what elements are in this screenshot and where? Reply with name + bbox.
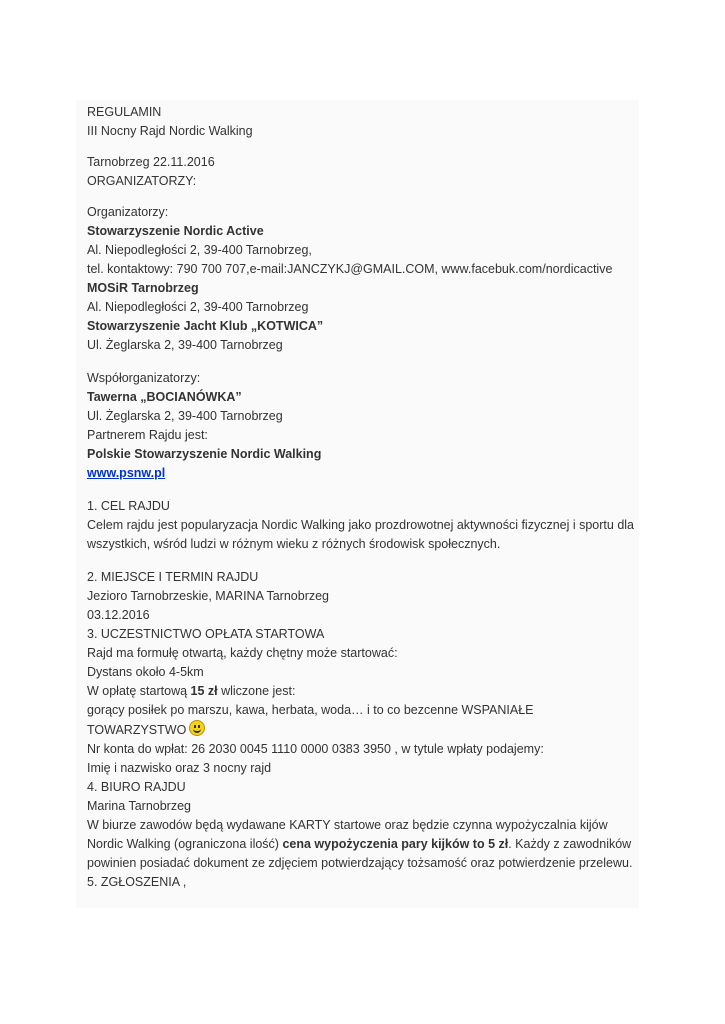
coorganizer-name: Tawerna „BOCIANÓWKA” — [87, 390, 242, 404]
organizers-heading: ORGANIZATORZY: — [87, 174, 197, 188]
document-title: REGULAMIN — [87, 105, 162, 119]
office-location: Marina Tarnobrzeg — [87, 799, 191, 813]
distance-info: Dystans około 4-5km — [87, 665, 204, 679]
coorganizers-label: Współorganizatorzy: — [87, 371, 201, 385]
smiley-face-icon — [189, 720, 205, 736]
organizer-1-address: Al. Niepodległości 2, 39-400 Tarnobrzeg, — [87, 243, 312, 257]
organizer-1-contact: tel. kontaktowy: 790 700 707,e-mail:JANCZYKJ@GMAIL.COM, www.facebuk.com/nordicactive — [87, 262, 613, 276]
document-body — [87, 103, 637, 892]
participation-formula: Rajd ma formułę otwartą, każdy chętny może startować: — [87, 646, 398, 660]
event-name: III Nocny Rajd Nordic Walking — [87, 124, 253, 138]
partner-link[interactable]: www.psnw.pl — [87, 466, 166, 480]
event-location: Jezioro Tarnobrzeskie, MARINA Tarnobrzeg — [87, 589, 330, 603]
section-3-heading: 3. UCZESTNICTWO OPŁATA STARTOWA — [87, 627, 325, 641]
section-4-heading: 4. BIURO RAJDU — [87, 780, 186, 794]
transfer-title-info: Imię i nazwisko oraz 3 nocny rajd — [87, 761, 272, 775]
organizer-1-name: Stowarzyszenie Nordic Active — [87, 224, 264, 238]
fee-included — [87, 701, 547, 740]
fee-info — [87, 682, 637, 701]
place-date: Tarnobrzeg 22.11.2016 — [87, 155, 215, 169]
event-date: 03.12.2016 — [87, 608, 150, 622]
section-2-heading: 2. MIEJSCE I TERMIN RAJDU — [87, 570, 259, 584]
fee-included-text: gorący posiłek po marszu, kawa, herbata, woda… i to co bezcenne WSPANIAŁE TOWARZYSTWO — [87, 703, 534, 737]
coorganizer-address: Ul. Żeglarska 2, 39-400 Tarnobrzeg — [87, 409, 283, 423]
organizer-3-name: Stowarzyszenie Jacht Klub „KOTWICA” — [87, 319, 324, 333]
partner-name: Polskie Stowarzyszenie Nordic Walking — [87, 447, 322, 461]
pole-rental-price: cena wypożyczenia pary kijków to 5 zł — [282, 837, 509, 851]
organizer-2-name: MOSiR Tarnobrzeg — [87, 281, 199, 295]
organizers-label: Organizatorzy: — [87, 205, 169, 219]
organizer-2-address: Al. Niepodległości 2, 39-400 Tarnobrzeg — [87, 300, 309, 314]
section-1-text: Celem rajdu jest popularyzacja Nordic Walking jako prozdrowotnej aktywności fizycznej i sportu dla wszystkich, wśród ludzi w różnym wieku z różnych środowisk społecznych. — [87, 518, 634, 551]
section-5-heading: 5. ZGŁOSZENIA , — [87, 875, 187, 889]
office-text-a: W biurze zawodów będą wydawane KARTY startowe oraz będzie czynna wypożyczalnia kijów Nordic Walking (ograniczona ilość) — [87, 818, 608, 851]
office-text-b: . Każdy z zawodników powinien posiadać dokument ze zdjęciem potwierdzający tożsamość oraz potwierdzenie przelewu. — [87, 837, 633, 870]
fee-suffix: wliczone jest: — [217, 684, 296, 698]
section-1-heading: 1. CEL RAJDU — [87, 499, 170, 513]
partner-label: Partnerem Rajdu jest: — [87, 428, 208, 442]
fee-amount: 15 zł — [190, 684, 218, 698]
organizer-3-address: Ul. Żeglarska 2, 39-400 Tarnobrzeg — [87, 338, 283, 352]
fee-prefix: W opłatę startową — [87, 684, 191, 698]
bank-account: Nr konta do wpłat: 26 2030 0045 1110 0000 0383 3950 , w tytule wpłaty podajemy: — [87, 742, 544, 756]
office-text — [87, 816, 637, 873]
